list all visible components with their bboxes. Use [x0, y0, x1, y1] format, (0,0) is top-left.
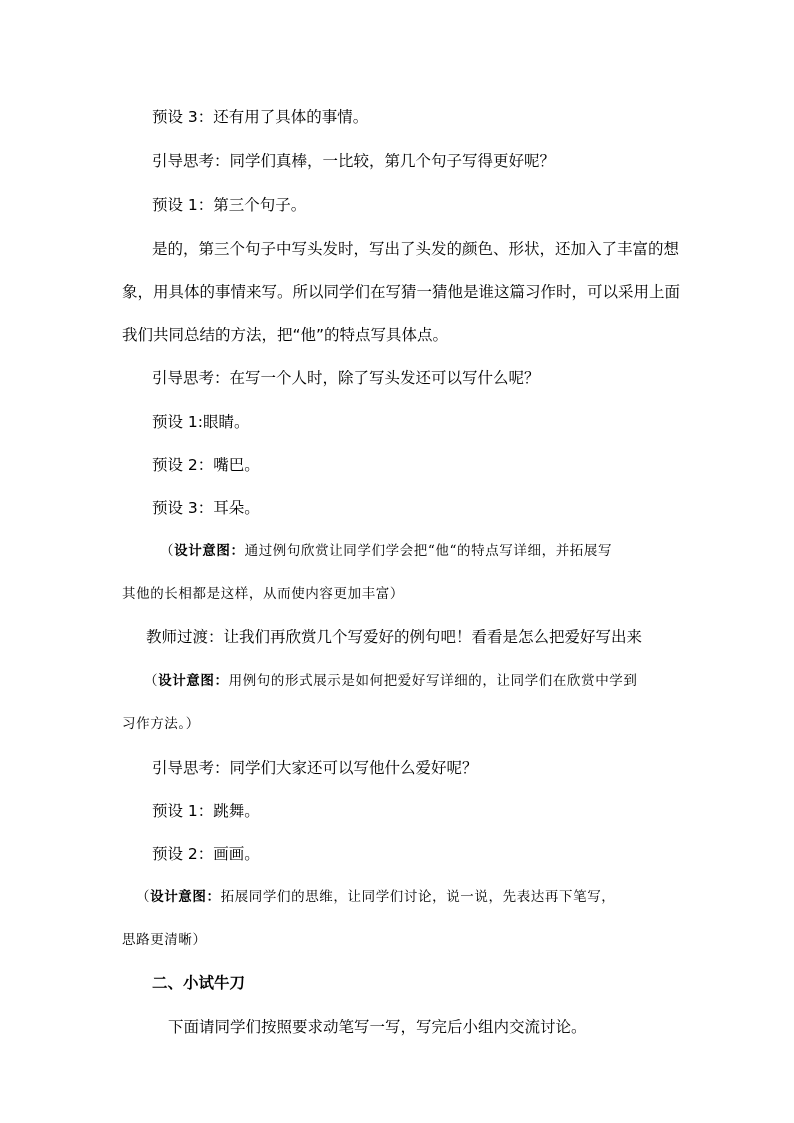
- paragraph-explanation-line-2: 象，用具体的事情来写。所以同学们在写猜一猜他是谁这篇习作时，可以采用上面: [122, 283, 681, 301]
- paragraph-preset-mouth: 预设 2：嘴巴。: [152, 456, 260, 474]
- teacher-transition: 教师过渡：让我们再欣赏几个写爱好的例句吧！看看是怎么把爱好写出来: [146, 628, 643, 646]
- section-heading: 二、小试牛刀: [152, 974, 246, 992]
- paragraph-explanation-line-1: 是的，第三个句子中写头发时，写出了头发的颜色、形状，还加入了丰富的想: [152, 240, 680, 258]
- design-intent-note-1-line-2: 其他的长相都是这样，从而使内容更加丰富）: [122, 586, 404, 602]
- design-intent-label: 设计意图：: [158, 673, 229, 689]
- paragraph-preset-ears: 预设 3：耳朵。: [152, 499, 260, 517]
- paragraph-preset-draw: 预设 2：画画。: [152, 845, 260, 863]
- design-intent-label: 设计意图：: [174, 543, 245, 559]
- design-intent-note-1-line-1: （设计意图：通过例句欣赏让同学们学会把“他“的特点写详细，并拓展写: [160, 543, 613, 559]
- final-paragraph: 下面请同学们按照要求动笔写一写，写完后小组内交流讨论。: [168, 1018, 587, 1036]
- paragraph-preset-3: 预设 3：还有用了具体的事情。: [152, 108, 369, 126]
- design-intent-note-3-line-1: （设计意图：拓展同学们的思维，让同学们讨论，说一说，先表达再下笔写，: [136, 889, 616, 905]
- paragraph-guide-question-2: 引导思考：在写一个人时，除了写头发还可以写什么呢？: [152, 369, 540, 387]
- design-intent-note-2-line-1: （设计意图：用例句的形式展示是如何把爱好写详细的，让同学们在欣赏中学到: [144, 673, 638, 689]
- design-intent-label: 设计意图：: [150, 889, 221, 905]
- design-intent-note-3-line-2: 思路更清晰）: [122, 932, 207, 948]
- paragraph-preset-1: 预设 1：第三个句子。: [152, 196, 307, 214]
- paragraph-guide-question-1: 引导思考：同学们真棒，一比较，第几个句子写得更好呢？: [152, 152, 556, 170]
- design-intent-note-2-line-2: 习作方法。）: [122, 716, 200, 732]
- paragraph-explanation-line-3: 我们共同总结的方法，把“他”的特点写具体点。: [122, 326, 449, 344]
- paragraph-preset-dance: 预设 1：跳舞。: [152, 802, 260, 820]
- paragraph-guide-question-3: 引导思考：同学们大家还可以写他什么爱好呢？: [152, 759, 478, 777]
- paragraph-preset-eyes: 预设 1:眼睛。: [152, 413, 250, 431]
